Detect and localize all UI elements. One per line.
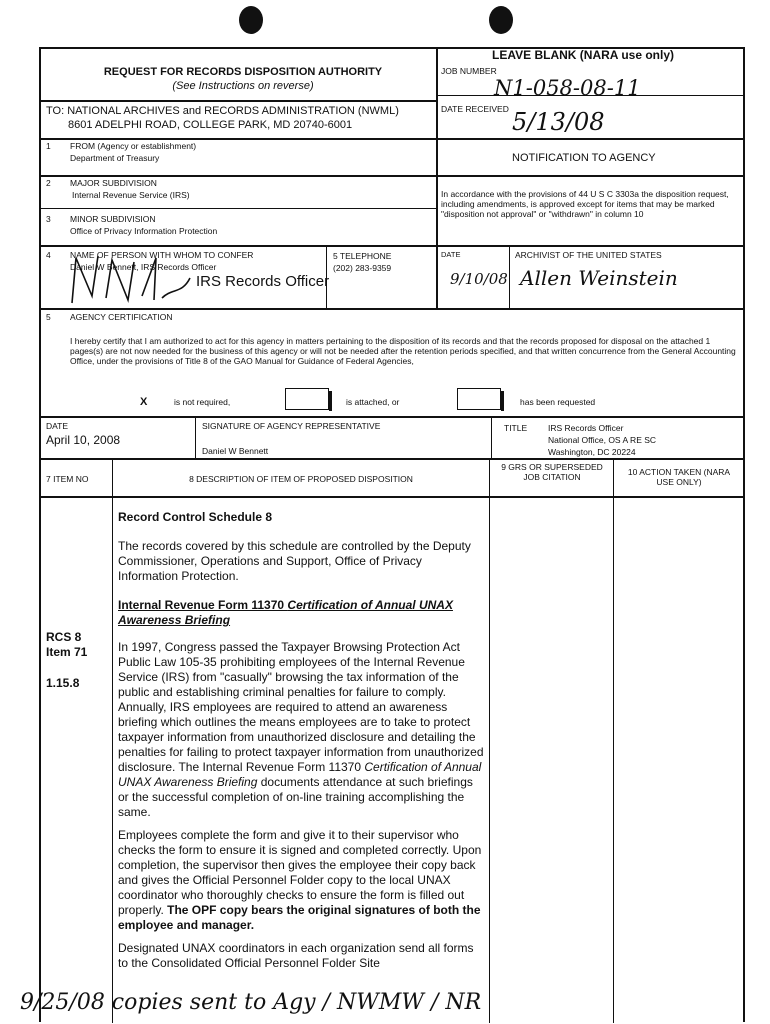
initials-scribble: [62, 248, 202, 308]
to-line-2: 8601 ADELPHI ROAD, COLLEGE PARK, MD 20740-6001: [68, 119, 353, 131]
major-label: MAJOR SUBDIVISION: [70, 178, 157, 188]
item-number: Item 71: [46, 645, 88, 659]
to-line-1: TO: NATIONAL ARCHIVES and RECORDS ADMINISTRATION (NWML): [46, 105, 399, 117]
description-p3: Employees complete the form and give it to their supervisor who checks the form to ensure it is signed and completed correctly. Upon completion, the supervisor then gives the employee their copy back and gives the Official Personnel Folder copy to the local UNAX coordinator who thoroughly checks to ensure the form is filled out properly. The OPF copy bears the original signatures of both the employee and manager.: [118, 828, 482, 932]
minor-label: MINOR SUBDIVISION: [70, 214, 156, 224]
archivist-signature: Allen Weinstein: [520, 266, 678, 290]
major-value: Internal Revenue Service (IRS): [72, 190, 190, 200]
telephone-label: 5 TELEPHONE: [333, 251, 392, 261]
item-citation: 1.15.8: [46, 676, 80, 690]
job-number-value: N1-058-08-11: [494, 76, 641, 100]
cert-option-requested: has been requested: [520, 397, 596, 407]
leave-blank-label: LEAVE BLANK (NARA use only): [492, 48, 675, 62]
title-line-1: IRS Records Officer: [548, 423, 624, 433]
col-description: 8 DESCRIPTION OF ITEM OF PROPOSED DISPOSITION: [189, 474, 413, 484]
col-grs: 9 GRS OR SUPERSEDED JOB CITATION: [501, 462, 603, 482]
from-value: Department of Treasury: [70, 153, 160, 163]
person-value: Daniel W Bennett, IRS Records Officer: [70, 262, 217, 272]
title-line-3: Washington, DC 20224: [548, 447, 636, 457]
cert-checkbox-attached[interactable]: [285, 388, 329, 410]
accordance-text: In accordance with the provisions of 44 U S C 3303a the disposition request, including amendments, is approved except for items that may be marked "disposition not approval" or "withdrawn" in column 10: [441, 189, 729, 219]
cert-number: 5: [46, 312, 51, 322]
cert-checkbox-requested[interactable]: [457, 388, 501, 410]
description-heading: Record Control Schedule 8: [118, 510, 273, 524]
title-label: TITLE: [504, 423, 528, 433]
description-p2: In 1997, Congress passed the Taxpayer Browsing Protection Act Public Law 105-35 prohibiting employees of the Internal Revenue Service (IRS) from "casually" browsing the tax information of the public and establishing criminal penalties for failure to comply. Annually, IRS employees are required to attend an awareness briefing which outlines the means employees are to take to protect taxpayer information from unauthorized disclosure and detailing the penalties for failing to protect taxpayer information from unauthorized disclosure. The Internal Revenue Form 11370 Certification of Annual UNAX Awareness Briefing documents attendance at such briefings or the successful completion of on-line training accomplishing the same.: [118, 640, 484, 819]
cert-text: I hereby certify that I am authorized to act for this agency in matters pertaining to the disposition of its records and that the records proposed for disposal on the attached 1 pages(s) are not now needed for the business of this agency or will not be needed after the retention periods specified, and that written concurrence from the General Accounting Office, under the provisions of Title 8 of the GAO Manual for Guidance of Federal Agencies,: [70, 336, 736, 366]
cert-option-not-required: is not required,: [174, 397, 231, 407]
title-line-2: National Office, OS A RE SC: [548, 435, 657, 445]
cert-mark-x: X: [140, 396, 148, 408]
notification-label: NOTIFICATION TO AGENCY: [512, 152, 656, 164]
major-number: 2: [46, 178, 51, 188]
description-p1: The records covered by this schedule are controlled by the Deputy Commissioner, Operations and Support, Office of Privacy Information Protection.: [118, 539, 471, 583]
col-action: 10 ACTION TAKEN (NARA USE ONLY): [627, 467, 731, 487]
person-label: NAME OF PERSON WITH WHOM TO CONFER: [70, 250, 254, 260]
minor-value: Office of Privacy Information Protection: [70, 226, 218, 236]
archivist-date-label: DATE: [441, 250, 461, 259]
cert-option-attached: is attached, or: [346, 397, 400, 407]
minor-number: 3: [46, 214, 51, 224]
person-stamp: IRS Records Officer: [196, 273, 330, 290]
job-number-label: JOB NUMBER: [441, 66, 497, 76]
description-p4: Designated UNAX coordinators in each organization send all forms to the Consolidated Official Personnel Folder Site: [118, 941, 474, 970]
sig-name: Daniel W Bennett: [202, 446, 269, 456]
handwritten-footer-note: 9/25/08 copies sent to Agy / NWMW / NR: [20, 990, 482, 1015]
sig-date-label: DATE: [46, 421, 69, 431]
form-title: REQUEST FOR RECORDS DISPOSITION AUTHORITY: [103, 66, 383, 78]
date-received-label: DATE RECEIVED: [441, 104, 509, 114]
archivist-date-value: 9/10/08: [450, 270, 508, 288]
item-rcs: RCS 8: [46, 630, 82, 644]
archivist-label: ARCHIVIST OF THE UNITED STATES: [515, 250, 662, 260]
sig-date-value: April 10, 2008: [46, 433, 121, 447]
form-title-heading: Internal Revenue Form 11370 Certification of Annual UNAX Awareness Briefing: [118, 598, 453, 627]
col-item-no: 7 ITEM NO: [46, 474, 89, 484]
cert-label: AGENCY CERTIFICATION: [70, 312, 173, 322]
from-number: 1: [46, 141, 51, 151]
person-number: 4: [46, 250, 51, 260]
description-body: [118, 510, 484, 979]
date-received-value: 5/13/08: [512, 108, 605, 136]
from-label: FROM (Agency or establishment): [70, 141, 197, 151]
telephone-value: (202) 283-9359: [333, 263, 392, 273]
punch-hole-right: [489, 6, 513, 34]
sig-label: SIGNATURE OF AGENCY REPRESENTATIVE: [202, 421, 381, 431]
form-subtitle: (See Instructions on reverse): [172, 80, 314, 92]
punch-hole-left: [239, 6, 263, 34]
